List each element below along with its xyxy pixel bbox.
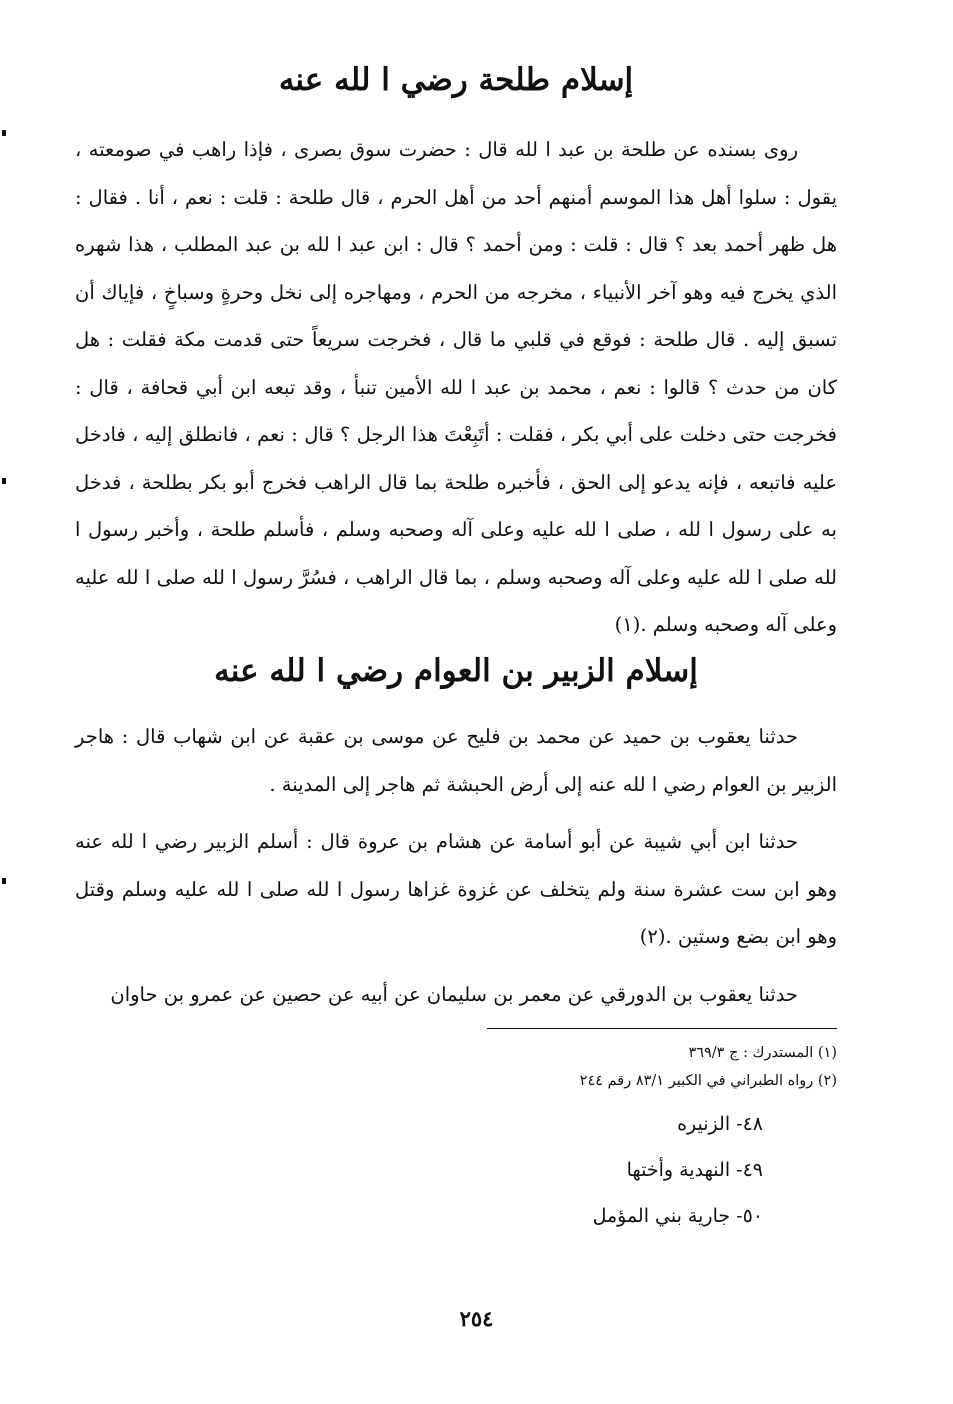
zubayr-paragraph-2: حدثنا ابن أبي شيبة عن أبو أسامة عن هشام بن عروة قال : أسلم الزبير رضي ا لله عنه وهو ابن ست عشرة سنة ولم يتخلف عن غزوة غزاها رسول ا لله صلى ا لله عليه وسلم وقتل وهو ابن بضع وستين .(٢) — [75, 830, 837, 949]
scan-edge-mark — [2, 878, 6, 884]
scan-edge-mark — [2, 478, 6, 484]
list-item: ٥٠- جارية بني المؤمل — [592, 1205, 763, 1228]
scan-edge-mark — [2, 130, 6, 136]
talha-paragraph: روى بسنده عن طلحة بن عبد ا لله قال : حضرت سوق بصرى ، فإذا راهب في صومعته ، يقول : سلوا أهل هذا الموسم أمنهم أحد من أهل الحرم ، قال طلحة : قلت : نعم ، أنا . فقال : هل ظهر أحمد بعد ؟ قال : قلت : ومن أحمد ؟ قال : ابن عبد ا لله بن عبد المطلب ، هذا شهره الذي يخرج فيه وهو آخر الأنبياء ، مخرجه من الحرم ، ومهاجره إلى نخل وحرةٍ وسباخٍ ، فإياك أن تسبق إليه . قال طلحة : فوقع في قلبي ما قال ، فخرجت سريعاً حتى قدمت مكة فقلت : هل كان من حدث ؟ قالوا : نعم ، محمد بن عبد ا لله الأمين تنبأ ، وقد تبعه ابن أبي قحافة ، قال : فخرجت حتى دخلت على أبي بكر ، فقلت : أتَبِعْتَ هذا الرجل ؟ قال : نعم ، فانطلق إليه ، فادخل عليه فاتبعه ، فإنه يدعو إلى الحق ، فأخبره طلحة بما قال الراهب فخرج أبو بكر بطلحة ، فدخل به على رسول ا لله ، صلى ا لله عليه وعلى آله وصحبه وسلم ، فأسلم طلحة ، وأخبر رسول ا لله صلى ا لله عليه وعلى آله وصحبه وسلم ، بما قال الراهب ، فسُرَّ رسول ا لله صلى ا لله عليه وعلى آله وصحبه وسلم .(١) — [75, 138, 838, 637]
zubayr-paragraph-3: حدثنا يعقوب بن الدورقي عن معمر بن سليمان عن أبيه عن حصين عن عمرو بن حاوان — [110, 982, 798, 1006]
footnote-1: (١) المستدرك : ج ٣٦٩/٣ — [688, 1045, 837, 1062]
next-items-list — [75, 1101, 763, 1239]
section-title-zubayr: إسلام الزبير بن العوام رضي ا لله عنه — [214, 652, 698, 689]
list-item: ٤٩- النهدية وأختها — [626, 1159, 763, 1182]
footnote-divider — [487, 1028, 837, 1029]
page-number: ٢٥٤ — [459, 1306, 494, 1331]
zubayr-paragraph-1: حدثنا يعقوب بن حميد عن محمد بن فليح عن موسى بن عقبة عن ابن شهاب قال : هاجر الزبير بن العوام رضي ا لله عنه إلى أرض الحبشة ثم هاجر إلى المدينة . — [75, 725, 837, 796]
footnotes — [75, 1039, 837, 1095]
section-title-talha: إسلام طلحة رضي ا لله عنه — [278, 62, 634, 98]
list-item: ٤٨- الزنيره — [677, 1113, 763, 1136]
footnote-2: (٢) رواه الطبراني في الكبير ٨٣/١ رقم ٢٤٤ — [579, 1073, 837, 1090]
page-content — [75, 60, 837, 1239]
